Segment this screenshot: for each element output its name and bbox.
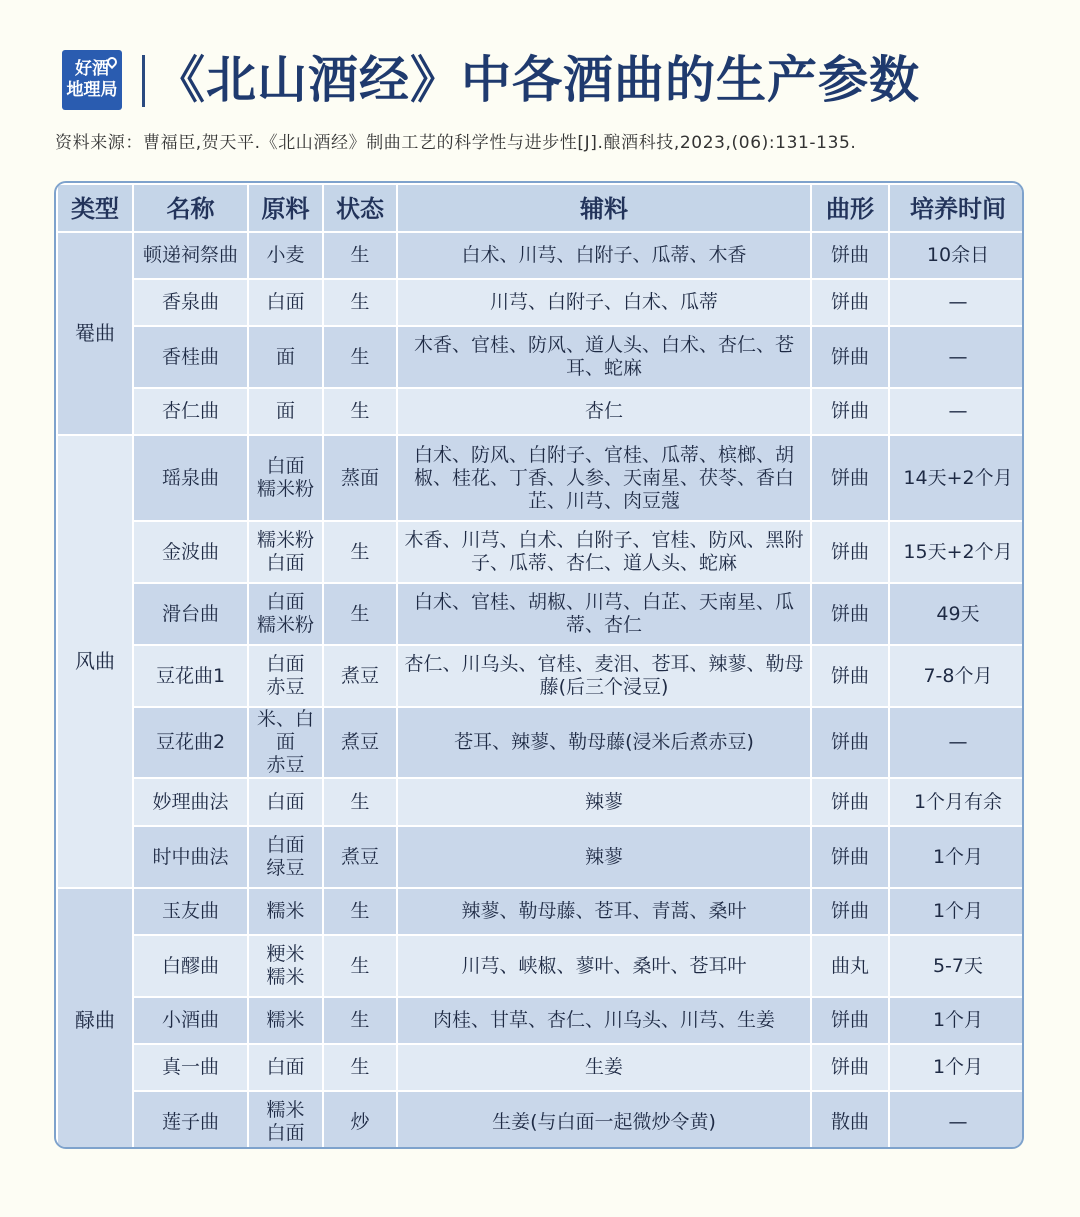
shape-cell: 饼曲: [811, 888, 889, 935]
shape-cell: 饼曲: [811, 778, 889, 826]
type-cell: 罨曲: [57, 232, 133, 435]
state-cell: 煮豆: [323, 707, 397, 778]
table-row: [57, 583, 1024, 645]
state-cell: 生: [323, 997, 397, 1044]
table-row: [57, 279, 1024, 326]
aux-cell: 白术、川芎、白附子、瓜蒂、木香: [397, 232, 811, 279]
name-cell: 豆花曲2: [133, 707, 248, 778]
material-cell: 面: [248, 326, 323, 388]
aux-cell: 辣蓼、勒母藤、苍耳、青蒿、桑叶: [397, 888, 811, 935]
time-cell: —: [889, 707, 1024, 778]
state-cell: 生: [323, 778, 397, 826]
shape-cell: 饼曲: [811, 279, 889, 326]
header-aux: 辅料: [397, 184, 811, 232]
name-cell: 瑶泉曲: [133, 435, 248, 521]
time-cell: 49天: [889, 583, 1024, 645]
material-cell: 白面 绿豆: [248, 826, 323, 888]
material-cell: 白面 赤豆: [248, 645, 323, 707]
table-header-row: [57, 184, 1024, 232]
material-cell: 面: [248, 388, 323, 435]
shape-cell: 饼曲: [811, 435, 889, 521]
name-cell: 香桂曲: [133, 326, 248, 388]
material-cell: 白面: [248, 279, 323, 326]
title-divider: [142, 55, 145, 107]
name-cell: 豆花曲1: [133, 645, 248, 707]
state-cell: 生: [323, 326, 397, 388]
table-body: [57, 232, 1024, 1149]
table-row: [57, 888, 1024, 935]
shape-cell: 饼曲: [811, 388, 889, 435]
page-title: 《北山酒经》中各酒曲的生产参数: [155, 50, 920, 109]
state-cell: 生: [323, 388, 397, 435]
name-cell: 金波曲: [133, 521, 248, 583]
logo-badge: [62, 50, 122, 110]
time-cell: 5-7天: [889, 935, 1024, 997]
shape-cell: 曲丸: [811, 935, 889, 997]
material-cell: 糯米: [248, 888, 323, 935]
type-cell: 风曲: [57, 435, 133, 888]
time-cell: 1个月有余: [889, 778, 1024, 826]
shape-cell: 饼曲: [811, 326, 889, 388]
time-cell: 1个月: [889, 1044, 1024, 1091]
header-type: 类型: [57, 184, 133, 232]
header-name: 名称: [133, 184, 248, 232]
table-row: [57, 778, 1024, 826]
table-row: [57, 707, 1024, 778]
time-cell: 1个月: [889, 826, 1024, 888]
aux-cell: 辣蓼: [397, 778, 811, 826]
aux-cell: 杏仁、川乌头、官桂、麦泪、苍耳、辣蓼、勒母藤(后三个浸豆): [397, 645, 811, 707]
table-row: [57, 1091, 1024, 1149]
name-cell: 杏仁曲: [133, 388, 248, 435]
table-row: [57, 521, 1024, 583]
aux-cell: 川芎、峡椒、蓼叶、桑叶、苍耳叶: [397, 935, 811, 997]
shape-cell: 饼曲: [811, 583, 889, 645]
name-cell: 真一曲: [133, 1044, 248, 1091]
material-cell: 糯米: [248, 997, 323, 1044]
state-cell: 生: [323, 888, 397, 935]
name-cell: 玉友曲: [133, 888, 248, 935]
aux-cell: 生姜(与白面一起微炒令黄): [397, 1091, 811, 1149]
table-row: [57, 935, 1024, 997]
aux-cell: 川芎、白附子、白术、瓜蒂: [397, 279, 811, 326]
state-cell: 煮豆: [323, 826, 397, 888]
logo-line2: 地理局: [66, 80, 118, 100]
material-cell: 白面: [248, 1044, 323, 1091]
material-cell: 粳米 糯米: [248, 935, 323, 997]
shape-cell: 散曲: [811, 1091, 889, 1149]
aux-cell: 肉桂、甘草、杏仁、川乌头、川芎、生姜: [397, 997, 811, 1044]
shape-cell: 饼曲: [811, 826, 889, 888]
header-material: 原料: [248, 184, 323, 232]
aux-cell: 白术、防风、白附子、官桂、瓜蒂、槟榔、胡椒、桂花、丁香、人参、天南星、茯苓、香白芷、川芎、肉豆蔻: [397, 435, 811, 521]
table-row: [57, 326, 1024, 388]
parameter-table: [56, 183, 1024, 1149]
name-cell: 顿递祠祭曲: [133, 232, 248, 279]
material-cell: 糯米 白面: [248, 1091, 323, 1149]
time-cell: —: [889, 1091, 1024, 1149]
time-cell: 1个月: [889, 888, 1024, 935]
material-cell: 小麦: [248, 232, 323, 279]
material-cell: 白面 糯米粉: [248, 583, 323, 645]
shape-cell: 饼曲: [811, 997, 889, 1044]
state-cell: 生: [323, 583, 397, 645]
header-time: 培养时间: [889, 184, 1024, 232]
aux-cell: 白术、官桂、胡椒、川芎、白芷、天南星、瓜蒂、杏仁: [397, 583, 811, 645]
aux-cell: 苍耳、辣蓼、勒母藤(浸米后煮赤豆): [397, 707, 811, 778]
time-cell: 10余日: [889, 232, 1024, 279]
table-row: [57, 997, 1024, 1044]
header-state: 状态: [323, 184, 397, 232]
time-cell: —: [889, 388, 1024, 435]
material-cell: 米、白面 赤豆: [248, 707, 323, 778]
state-cell: 生: [323, 279, 397, 326]
table-row: [57, 826, 1024, 888]
aux-cell: 辣蓼: [397, 826, 811, 888]
aux-cell: 木香、官桂、防风、道人头、白术、杏仁、苍耳、蛇麻: [397, 326, 811, 388]
time-cell: 7-8个月: [889, 645, 1024, 707]
source-citation: 资料来源：曹福臣,贺天平.《北山酒经》制曲工艺的科学性与进步性[J].酿酒科技,2023,(06):131-135.: [55, 133, 857, 153]
name-cell: 时中曲法: [133, 826, 248, 888]
material-cell: 糯米粉 白面: [248, 521, 323, 583]
aux-cell: 生姜: [397, 1044, 811, 1091]
aux-cell: 杏仁: [397, 388, 811, 435]
header-shape: 曲形: [811, 184, 889, 232]
state-cell: 蒸面: [323, 435, 397, 521]
state-cell: 生: [323, 232, 397, 279]
state-cell: 生: [323, 935, 397, 997]
aux-cell: 木香、川芎、白术、白附子、官桂、防风、黑附子、瓜蒂、杏仁、道人头、蛇麻: [397, 521, 811, 583]
material-cell: 白面: [248, 778, 323, 826]
name-cell: 滑台曲: [133, 583, 248, 645]
time-cell: 15天+2个月: [889, 521, 1024, 583]
name-cell: 白醪曲: [133, 935, 248, 997]
time-cell: —: [889, 326, 1024, 388]
shape-cell: 饼曲: [811, 521, 889, 583]
state-cell: 煮豆: [323, 645, 397, 707]
shape-cell: 饼曲: [811, 645, 889, 707]
time-cell: —: [889, 279, 1024, 326]
shape-cell: 饼曲: [811, 707, 889, 778]
table-row: [57, 645, 1024, 707]
state-cell: 生: [323, 1044, 397, 1091]
material-cell: 白面 糯米粉: [248, 435, 323, 521]
type-cell: 醁曲: [57, 888, 133, 1149]
name-cell: 香泉曲: [133, 279, 248, 326]
name-cell: 小酒曲: [133, 997, 248, 1044]
state-cell: 生: [323, 521, 397, 583]
shape-cell: 饼曲: [811, 232, 889, 279]
shape-cell: 饼曲: [811, 1044, 889, 1091]
time-cell: 14天+2个月: [889, 435, 1024, 521]
parameter-table-frame: [54, 181, 1024, 1149]
table-row: [57, 1044, 1024, 1091]
time-cell: 1个月: [889, 997, 1024, 1044]
name-cell: 妙理曲法: [133, 778, 248, 826]
state-cell: 炒: [323, 1091, 397, 1149]
name-cell: 莲子曲: [133, 1091, 248, 1149]
table-row: [57, 435, 1024, 521]
logo-line1: 好酒: [75, 59, 109, 79]
table-row: [57, 232, 1024, 279]
table-row: [57, 388, 1024, 435]
